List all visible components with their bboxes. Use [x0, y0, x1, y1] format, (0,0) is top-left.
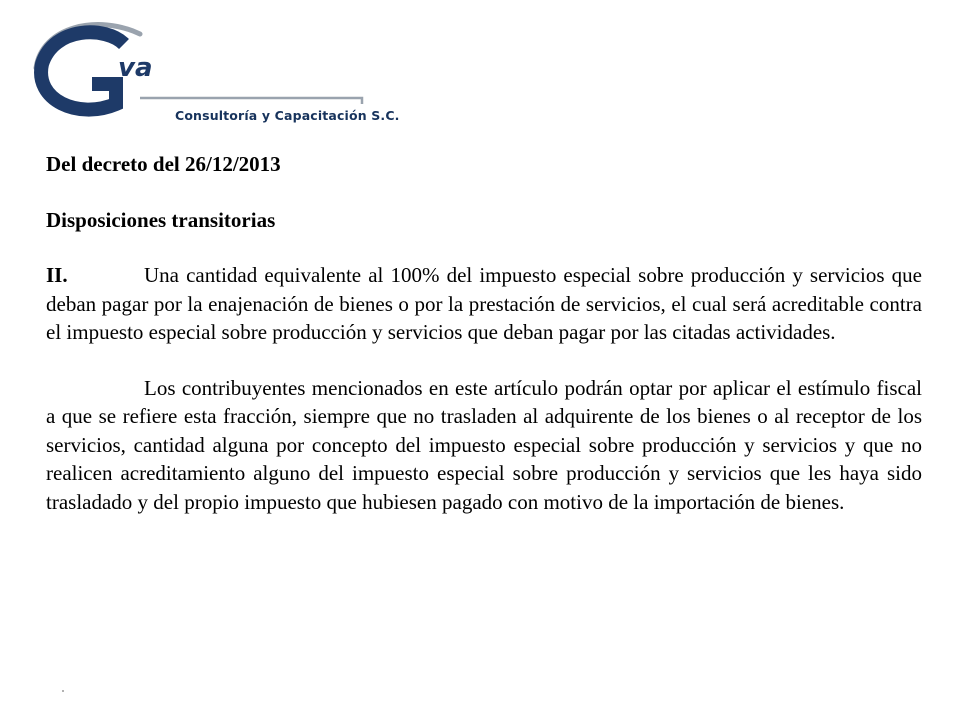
fraction-text: Una cantidad equivalente al 100% del impuesto especial sobre producción y servicios que deban pagar por la enajenación de bienes o por la prestación de servicios, el cual será acreditable contra el impuesto especial sobre producción y servicios que deban pagar por las citadas actividades. — [46, 263, 922, 344]
fraction-label: II. — [46, 263, 68, 287]
company-name: Consultoría y Capacitación S.C. — [175, 108, 400, 123]
option-text: Los contribuyentes mencionados en este artículo podrán optar por aplicar el estímulo fiscal a que se refiere esta fracción, siempre que no trasladen al adquirente de los bienes o al receptor de los servicios, cantidad alguna por concepto del impuesto especial sobre producción y servicios y que no realicen acreditamiento alguno del impuesto especial sobre producción y servicios que les haya sido trasladado y del propio impuesto que hubiesen pagado con motivo de la importación de bienes. — [46, 375, 922, 514]
company-logo — [28, 14, 400, 130]
document-body — [46, 150, 922, 516]
logo-monogram-text: va — [118, 53, 153, 83]
decree-heading: Del decreto del 26/12/2013 — [46, 152, 281, 176]
footer-dot — [62, 690, 64, 692]
option-paragraph — [46, 374, 922, 517]
fraction-paragraph — [46, 261, 922, 347]
section-heading: Disposiciones transitorias — [46, 207, 276, 232]
